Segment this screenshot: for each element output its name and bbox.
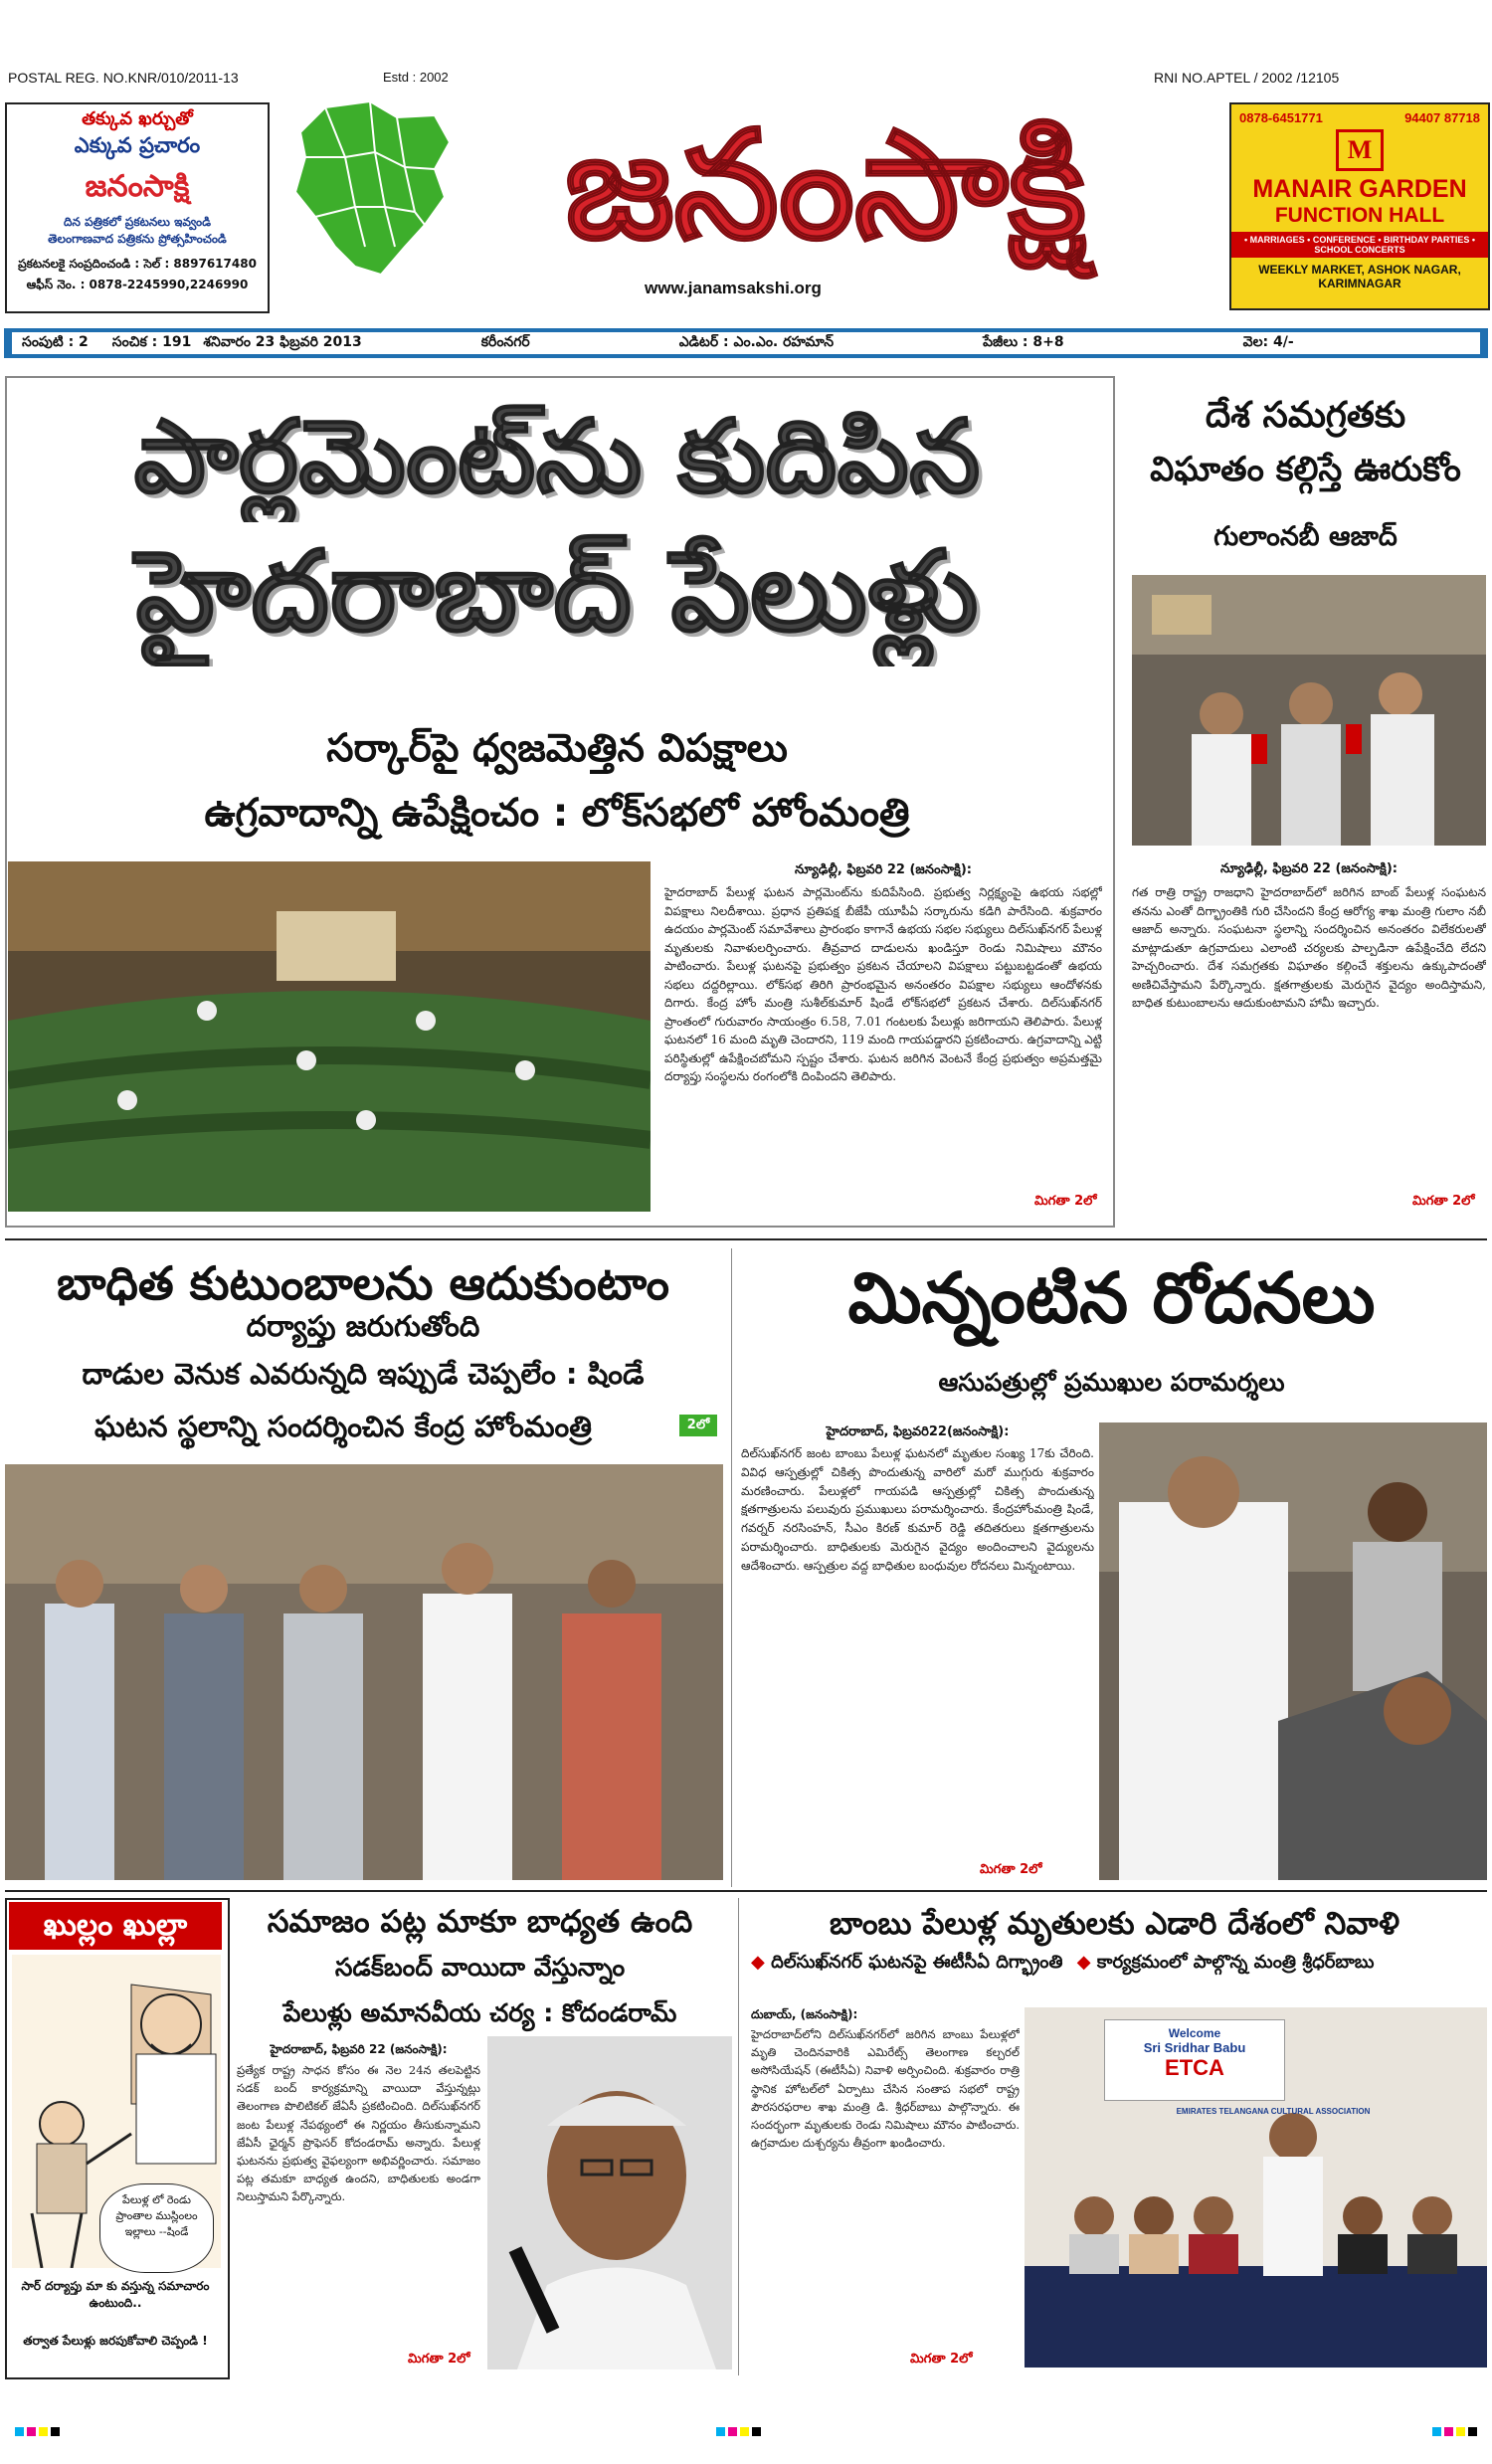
tears-body: దిల్‌సుఖ్‌నగర్ జంట బాంబు పేలుళ్ల ఘటనలో మృతుల సంఖ్య 17కు చేరింది. వివిధ ఆస్పత్రుల్లో చికిత్స పొందుతున్న వారిలో మరో ముగ్గురు శుక్రవారం మరణించారు. పేలుళ్లలో గాయపడి ఆస్పత్రుల్లో చికిత్స పొందుతున్న క్షతగాత్రులను పలువురు ప్రముఖులు పరామర్శించారు. కేంద్రహోంమంత్రి షిండే, గవర్నర్ నరసింహన్, సీఎం కిరణ్ కుమార్ రెడ్డి తదితరులు క్షతగాత్రులను పరామర్శించారు. బాధితులకు మెరుగైన వైద్యం అందించాలని వైద్యులను ఆదేశించారు. ఆస్పత్రుల వద్ద బాధితుల బంధువుల రోదనలు మిన్నంటాయి. — [741, 1446, 1094, 1573]
lok-sabha-photo — [8, 861, 651, 1212]
section-rule — [5, 1238, 1487, 1240]
ad-phone-2: 94407 87718 — [1404, 110, 1480, 125]
bullet-icon: ◆ — [751, 1952, 765, 1973]
editor: ఎడిటర్ : ఎం.ఎం. రహమాన్ — [678, 333, 835, 350]
tribute-bullet-1: దిల్‌సుఖ్‌నగర్ ఘటనపై ఈటీసీఏ దిగ్భ్రాంతి — [771, 1952, 1063, 1973]
tribute-headline: బాంబు పేలుళ్ల మృతులకు ఎడారి దేశంలో నివాళి — [829, 1906, 1400, 1942]
ad-brand: జనంసాక్షి — [85, 169, 190, 204]
azad-photo — [1132, 575, 1486, 846]
tears-subhead: ఆసుపత్రుల్లో ప్రముఖుల పరామర్శలు — [938, 1368, 1285, 1397]
ad-tagline-1: తక్కువ ఖర్చుతో — [82, 108, 193, 129]
side-continued[interactable]: మిగతా 2లో — [1412, 1194, 1475, 1209]
color-registration-marks — [716, 2427, 761, 2436]
tears-headline: మిన్నంటిన రోదనలు — [847, 1257, 1376, 1339]
banner-org: ETCA — [1165, 2055, 1224, 2080]
shinde-subhead-2: దాడుల వెనుక ఎవరున్నది ఇప్పుడే చెప్పలేం : షిండే — [82, 1357, 645, 1391]
lead-subhead-2: ఉగ్రవాదాన్ని ఉపేక్షించం : లోక్‌సభలో హోంమంత్రి — [204, 791, 910, 836]
ad-name-1: MANAIR GARDEN — [1252, 175, 1467, 203]
volume: సంపుటి : 2 — [22, 333, 89, 350]
lead-subhead-1: సర్కార్‌పై ధ్వజమెత్తిన విపక్షాలు — [326, 726, 788, 771]
tribute-bullets — [751, 1952, 1487, 1977]
tribute-banner-full: EMIRATES TELANGANA CULTURAL ASSOCIATION — [1176, 2107, 1371, 2116]
estd: Estd : 2002 — [383, 70, 449, 85]
side-headline-1: దేశ సమగ్రతకు — [1205, 395, 1406, 436]
city: కరీంనగర్ — [480, 333, 530, 350]
column-divider — [731, 1248, 732, 1887]
side-headline-2: విఘాతం కల్గిస్తే ఊరుకోం — [1150, 450, 1461, 489]
tears-continued[interactable]: మిగతా 2లో — [980, 1862, 1042, 1877]
ad-tagline-2: ఎక్కువ ప్రచారం — [74, 133, 201, 157]
tribute-body: హైదరాబాద్‌లోని దిల్‌సుఖ్‌నగర్‌లో జరిగిన బాంబు పేలుళ్లలో మృతి చెందినవారికి ఎమిరేట్స్ తెలంగాణ కల్చరల్ అసోసియేషన్ (ఈటీసీఏ) నివాళి అర్పించింది. శుక్రవారం రాత్రి స్థానిక హోటల్‌లో ఏర్పాటు చేసిన సంతాప సభలో రాష్ట్ర పౌరసరఫరాల శాఖ మంత్రి డి. శ్రీధర్‌బాబు పాల్గొన్నారు. ఈ సందర్భంగా మృతులకు రెండు నిమిషాలు మౌనం పాటించారు. ఉగ్రవాదుల దుశ్చర్యను తీవ్రంగా ఖండించారు. — [751, 2027, 1020, 2151]
masthead-title: జనంసాక్షి — [565, 99, 1086, 273]
lead-continued[interactable]: మిగతా 2లో — [1034, 1194, 1097, 1209]
color-registration-marks — [1432, 2427, 1477, 2436]
side-byline: గులాంనబీ ఆజాద్ — [1213, 521, 1398, 552]
issue: సంచిక : 191 — [111, 333, 192, 350]
shinde-subhead-1: దర్యాప్తు జరుగుతోంది — [246, 1309, 480, 1343]
cartoon-title: ఖుల్లం ఖుల్లా — [9, 1902, 222, 1950]
tribute-photo — [1025, 2007, 1487, 2368]
bullet-icon: ◆ — [1076, 1952, 1091, 1973]
bottom-column-divider — [738, 1898, 739, 2375]
left-advertisement — [5, 102, 270, 313]
kodandaram-continued[interactable]: మిగతా 2లో — [408, 2352, 470, 2367]
info-bar-inner — [12, 332, 1480, 354]
banner-welcome: Welcome — [1168, 2026, 1221, 2040]
ad-services: • MARRIAGES • CONFERENCE • BIRTHDAY PARTIES • SCHOOL CONCERTS — [1231, 232, 1488, 258]
bottom-rule — [5, 1890, 1487, 1892]
cartoon-speech-bubble: పేలుళ్ల లో రెండు ప్రాంతాల ముస్లింలం ఇల్లాలు --షిండే — [99, 2183, 214, 2273]
ad-name-2: FUNCTION HALL — [1274, 204, 1445, 227]
cartoon-caption-1: సార్ దర్యాప్తు మా కు వస్తున్న సమాచారం ఉంటుంది.. — [21, 2279, 210, 2310]
lead-body: హైదరాబాద్ పేలుళ్ల ఘటన పార్లమెంట్‌ను కుదిపేసింది. ప్రభుత్వ నిర్లక్ష్యంపై ఉభయ సభల్లో విపక్షాలు నిలదీశాయి. ప్రధాన ప్రతిపక్ష బీజేపీ యూపీఏ సర్కారును కడిగి పారేసింది. శుక్రవారం ఉదయం పార్లమెంట్ సమావేశాలు ప్రారంభం కాగానే ఉభయ సభల సభ్యులు దిల్‌సుఖ్‌నగర్ పేలుళ్ల మృతులకు నివాళులర్పించారు. తీవ్రవాద దాడులను ఖండిస్తూ రెండు నిమిషాలు మౌనం పాటించారు. పేలుళ్ల ఘటనపై ప్రభుత్వం ప్రకటన చేయాలని విపక్షాలు పట్టుబట్టడంతో ఉభయ సభలు దద్దరిల్లాయి. లోక్‌సభ తిరిగి ప్రారంభమైన అనంతరం విపక్షాల సభ్యులు ఆందోళనకు దిగారు. కేంద్ర హోం మంత్రి సుశీల్‌కుమార్ షిండే లోక్‌సభలో ప్రకటన చేశారు. దిల్‌సుఖ్‌నగర్ ప్రాంతంలో గురువారం సాయంత్రం 6.58, 7.01 గంటలకు పేలుళ్లు జరిగాయని తెలిపారు. పేలుళ్ల ఘటనలో 16 మంది మృతి చెందారని, 119 మంది గాయపడ్డారని ప్రకటించారు. ఉగ్రవాదాన్ని ఎట్టి పరిస్థితుల్లో ఉపేక్షించబోమని స్పష్టం చేశారు. ఘటన జరిగిన వెంటనే కేంద్ర ప్రభుత్వం అప్రమత్తమై దర్యాప్తు సంస్థలను రంగంలోకి దింపిందని తెలిపారు. — [664, 885, 1102, 1083]
cartoon-caption-2: తర్వాత పేలుళ్లు జరపుకోవాలి చెప్పండి ! — [23, 2334, 208, 2348]
ad-phone-1: 0878-6451771 — [1239, 110, 1323, 125]
kodandaram-photo — [487, 2036, 732, 2369]
pages: పేజీలు : 8+8 — [983, 333, 1064, 350]
shinde-subhead-3: ఘటన స్థలాన్ని సందర్శించిన కేంద్ర హోంమంత్రి — [94, 1410, 592, 1443]
telangana-map — [285, 97, 455, 296]
tears-dateline: హైదరాబాద్, ఫిబ్రవరి22(జనంసాక్షి): — [826, 1424, 1010, 1439]
side-body: గత రాత్రి రాష్ట్ర రాజధాని హైదరాబాద్‌లో జరిగిన బాంబ్ పేలుళ్ల సంఘటన తనను ఎంతో దిగ్భ్రాంతికి గురి చేసిందని కేంద్ర ఆరోగ్య శాఖ మంత్రి గులాం నబీ ఆజాద్ అన్నారు. సంఘటనా స్థలాన్ని సందర్శించిన అనంతరం విలేకరులతో మాట్లాడుతూ ఉగ్రవాదులు ఎలాంటి చర్యలకు పాల్పడినా ఉపేక్షించేది లేదని హెచ్చరించారు. దేశ సమగ్రతకు విఘాతం కల్గించే శక్తులను ఉక్కుపాదంతో అణిచివేస్తామని పేర్కొన్నారు. క్షతగాత్రులకు మెరుగైన వైద్యం అందిస్తామని, బాధిత కుటుంబాలను ఆదుకుంటామని హామీ ఇచ్చారు. — [1132, 885, 1486, 1010]
ad-line-3: దిన పత్రికలో ప్రకటనలు ఇవ్వండి — [64, 215, 211, 229]
right-advertisement — [1229, 102, 1490, 310]
kodandaram-headline: సమాజం పట్ల మాకూ బాధ్యత ఉంది — [267, 1904, 693, 1940]
ad-logo-icon: M — [1336, 129, 1384, 171]
kodandaram-subhead-1: సడక్‌బంద్ వాయిదా వేస్తున్నాం — [334, 1953, 626, 1982]
side-dateline: న్యూఢిల్లీ, ఫిబ్రవరి 22 (జనంసాక్షి): — [1220, 861, 1398, 876]
website: www.janamsakshi.org — [645, 279, 822, 297]
color-registration-marks — [15, 2427, 60, 2436]
lead-dateline: న్యూఢిల్లీ, ఫిబ్రవరి 22 (జనంసాక్షి): — [795, 862, 972, 877]
shinde-visit-photo — [5, 1464, 723, 1880]
ad-line-6: ఆఫీస్ నెం. : 0878-2245990,2246990 — [26, 278, 249, 291]
kodandaram-subhead-2: పేలుళ్లు అమానవీయ చర్య : కోదండరామ్ — [282, 1998, 677, 2027]
hospital-photo — [1099, 1422, 1487, 1880]
rni: RNI NO.APTEL / 2002 /12105 — [1154, 70, 1340, 86]
ad-address: WEEKLY MARKET, ASHOK NAGAR, KARIMNAGAR — [1258, 263, 1461, 290]
tribute-dateline: దుబాయ్, (జనంసాక్షి): — [751, 2007, 858, 2021]
tribute-banner — [1104, 2019, 1285, 2101]
postal-reg: POSTAL REG. NO.KNR/010/2011-13 — [8, 70, 239, 86]
ad-line-5: ప్రకటనలకై సంప్రదించండి : సెల్ : 8897617480 — [18, 257, 257, 271]
tribute-continued[interactable]: మిగతా 2లో — [910, 2352, 973, 2367]
shinde-headline: బాధిత కుటుంబాలను ఆదుకుంటాం — [57, 1256, 669, 1310]
kodandaram-dateline: హైదరాబాద్, ఫిబ్రవరి 22 (జనంసాక్షి): — [270, 2042, 448, 2056]
kodandaram-body: ప్రత్యేక రాష్ట్ర సాధన కోసం ఈ నెల 24న తలపెట్టిన సడక్ బంద్ కార్యక్రమాన్ని వాయిదా వేస్తున్నట్లు తెలంగాణ పొలిటికల్ జేఏసీ ప్రకటించింది. దిల్‌సుఖ్‌నగర్ జంట పేలుళ్ల నేపథ్యంలో ఈ నిర్ణయం తీసుకున్నామని జేఏసీ ఛైర్మన్ ప్రొఫెసర్ కోదండరామ్ అన్నారు. పేలుళ్ల ఘటనను ప్రభుత్వ వైఫల్యంగా అభివర్ణించారు. సమాజం పట్ల తమకూ బాధ్యత ఉందని, బాధితులకు అండగా నిలుస్తామని పేర్కొన్నారు. — [237, 2063, 480, 2204]
lead-headline-1: పార్లమెంట్‌ను కుదిపిన — [133, 398, 981, 516]
lead-headline-2: హైదరాబాద్ పేలుళ్లు — [135, 527, 979, 657]
ad-line-4: తెలంగాణవాద పత్రికను ప్రోత్సహించండి — [48, 232, 227, 246]
banner-name: Sri Sridhar Babu — [1143, 2040, 1246, 2055]
issue-date: శనివారం 23 ఫిబ్రవరి 2013 — [203, 333, 362, 350]
tribute-bullet-2: కార్యక్రమంలో పాల్గొన్న మంత్రి శ్రీధర్‌బాబు — [1096, 1952, 1375, 1973]
price: వెల: 4/- — [1242, 333, 1294, 350]
shinde-page-tag[interactable]: 2లో — [679, 1415, 717, 1436]
